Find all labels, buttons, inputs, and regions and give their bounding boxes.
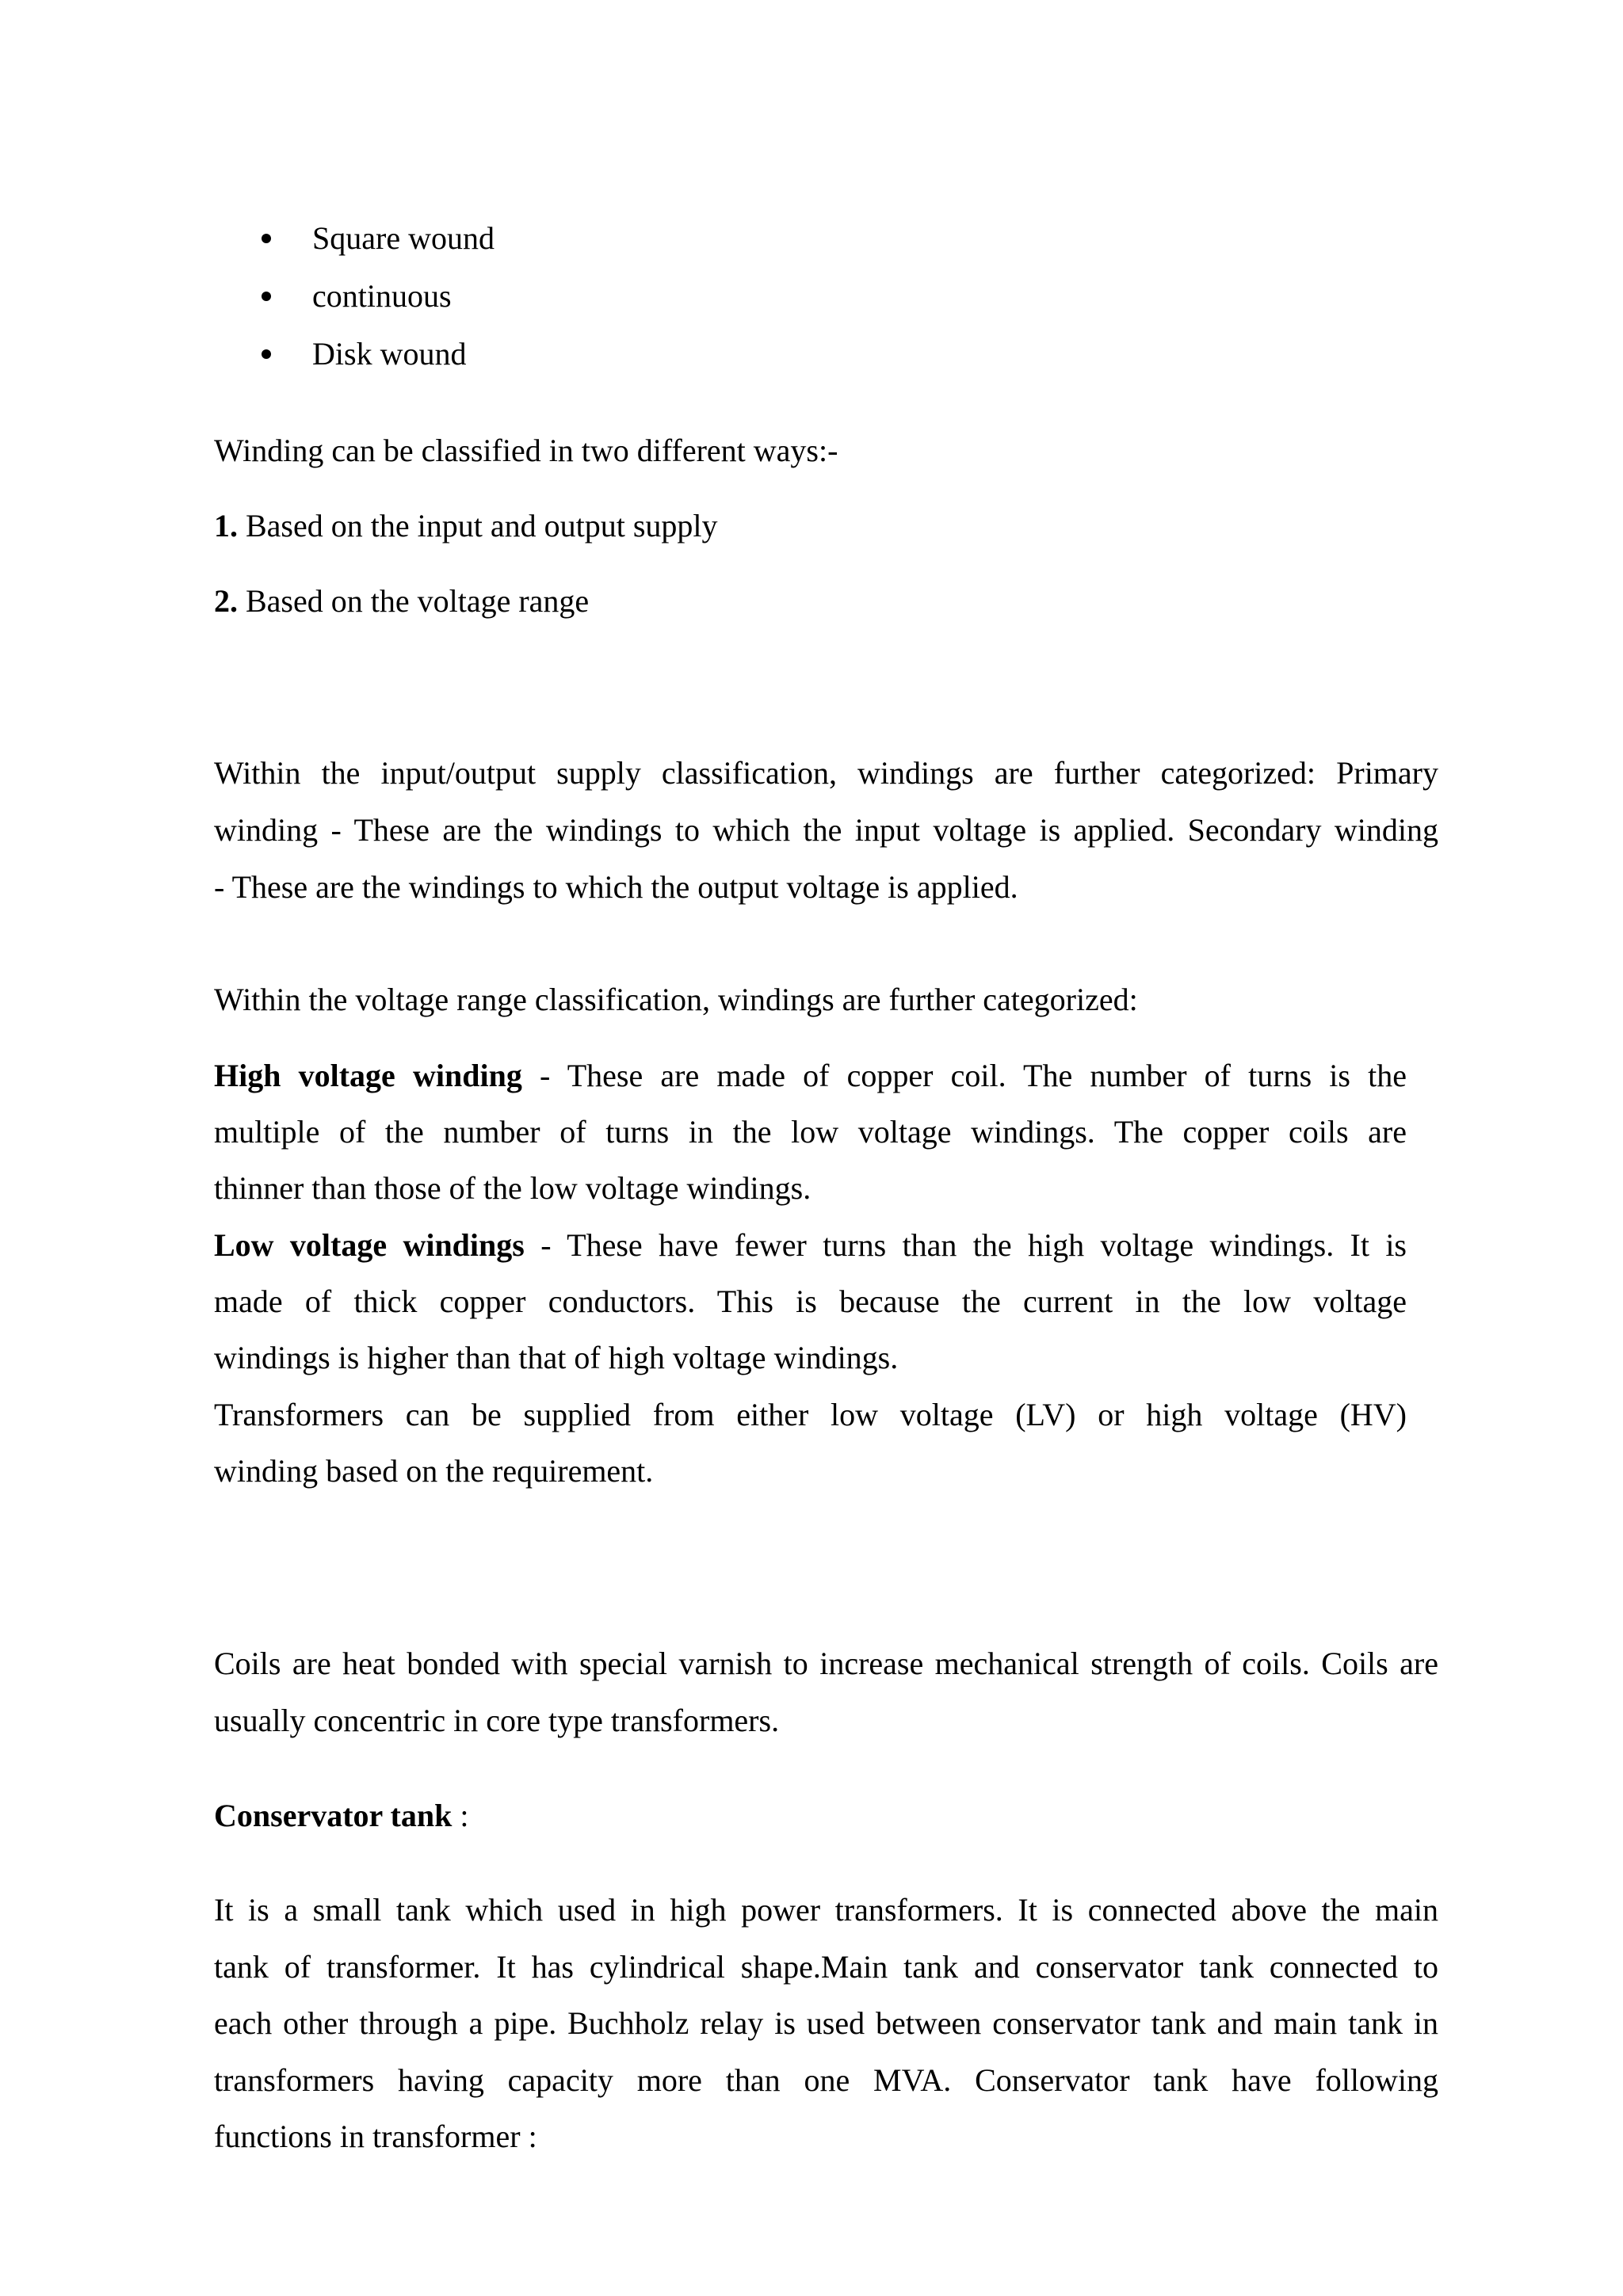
conservator-line: It is a small tank which used in high power transformers. It is connected above the main [214, 1892, 1438, 1928]
high-voltage-line: multiple of the number of turns in the low voltage windings. The copper coils are [214, 1114, 1407, 1150]
conservator-line: each other through a pipe. Buchholz relay is used between conservator tank and main tank in [214, 2005, 1438, 2041]
conservator-line: functions in transformer : [214, 2119, 537, 2154]
bullet-dot [262, 234, 271, 243]
conservator-line: transformers having capacity more than one MVA. Conservator tank have following [214, 2062, 1438, 2098]
supply-paragraph-line: Within the input/output supply classification, windings are further categorized: Primary [214, 755, 1438, 791]
voltage-intro: Within the voltage range classification, windings are further categorized: [214, 982, 1138, 1017]
conservator-heading [214, 1797, 469, 1835]
low-voltage-line: made of thick copper conductors. This is because the current in the low voltage [214, 1283, 1407, 1319]
bullet-item: Disk wound [312, 336, 467, 372]
supply-paragraph-line: winding - These are the windings to which the input voltage is applied. Secondary winding [214, 812, 1438, 848]
high-voltage-line [214, 1057, 1407, 1095]
supply-note-line: Transformers can be supplied from either low voltage (LV) or high voltage (HV) [214, 1397, 1407, 1432]
conservator-heading-suffix: : [452, 1798, 469, 1833]
supply-paragraph-line: - These are the windings to which the output voltage is applied. [214, 869, 1018, 905]
low-voltage-line [214, 1226, 1407, 1264]
supply-note-line: winding based on the requirement. [214, 1453, 654, 1489]
low-voltage-text: - These have fewer turns than the high voltage windings. It is [524, 1227, 1407, 1263]
conservator-heading-text: Conservator tank [214, 1798, 453, 1833]
item-number: 1. [214, 508, 238, 543]
coils-paragraph-line: usually concentric in core type transformers. [214, 1703, 780, 1738]
high-voltage-line: thinner than those of the low voltage windings. [214, 1170, 812, 1206]
conservator-line: tank of transformer. It has cylindrical shape.Main tank and conservator tank connected to [214, 1949, 1438, 1985]
bullet-item: Square wound [312, 220, 495, 256]
bullet-dot [262, 292, 271, 301]
numbered-item [214, 582, 589, 620]
coils-paragraph-line: Coils are heat bonded with special varnish to increase mechanical strength of coils. Coils are [214, 1646, 1438, 1681]
classification-intro: Winding can be classified in two different ways:- [214, 433, 838, 468]
numbered-item [214, 507, 718, 545]
high-voltage-term: High voltage winding [214, 1058, 522, 1093]
item-text: Based on the input and output supply [238, 508, 718, 543]
low-voltage-line: windings is higher than that of high voltage windings. [214, 1340, 899, 1375]
item-text: Based on the voltage range [238, 583, 590, 619]
bullet-dot [262, 349, 271, 359]
item-number: 2. [214, 583, 238, 619]
low-voltage-term: Low voltage windings [214, 1227, 525, 1263]
bullet-item: continuous [312, 278, 452, 314]
high-voltage-text: - These are made of copper coil. The number of turns is the [521, 1058, 1407, 1093]
